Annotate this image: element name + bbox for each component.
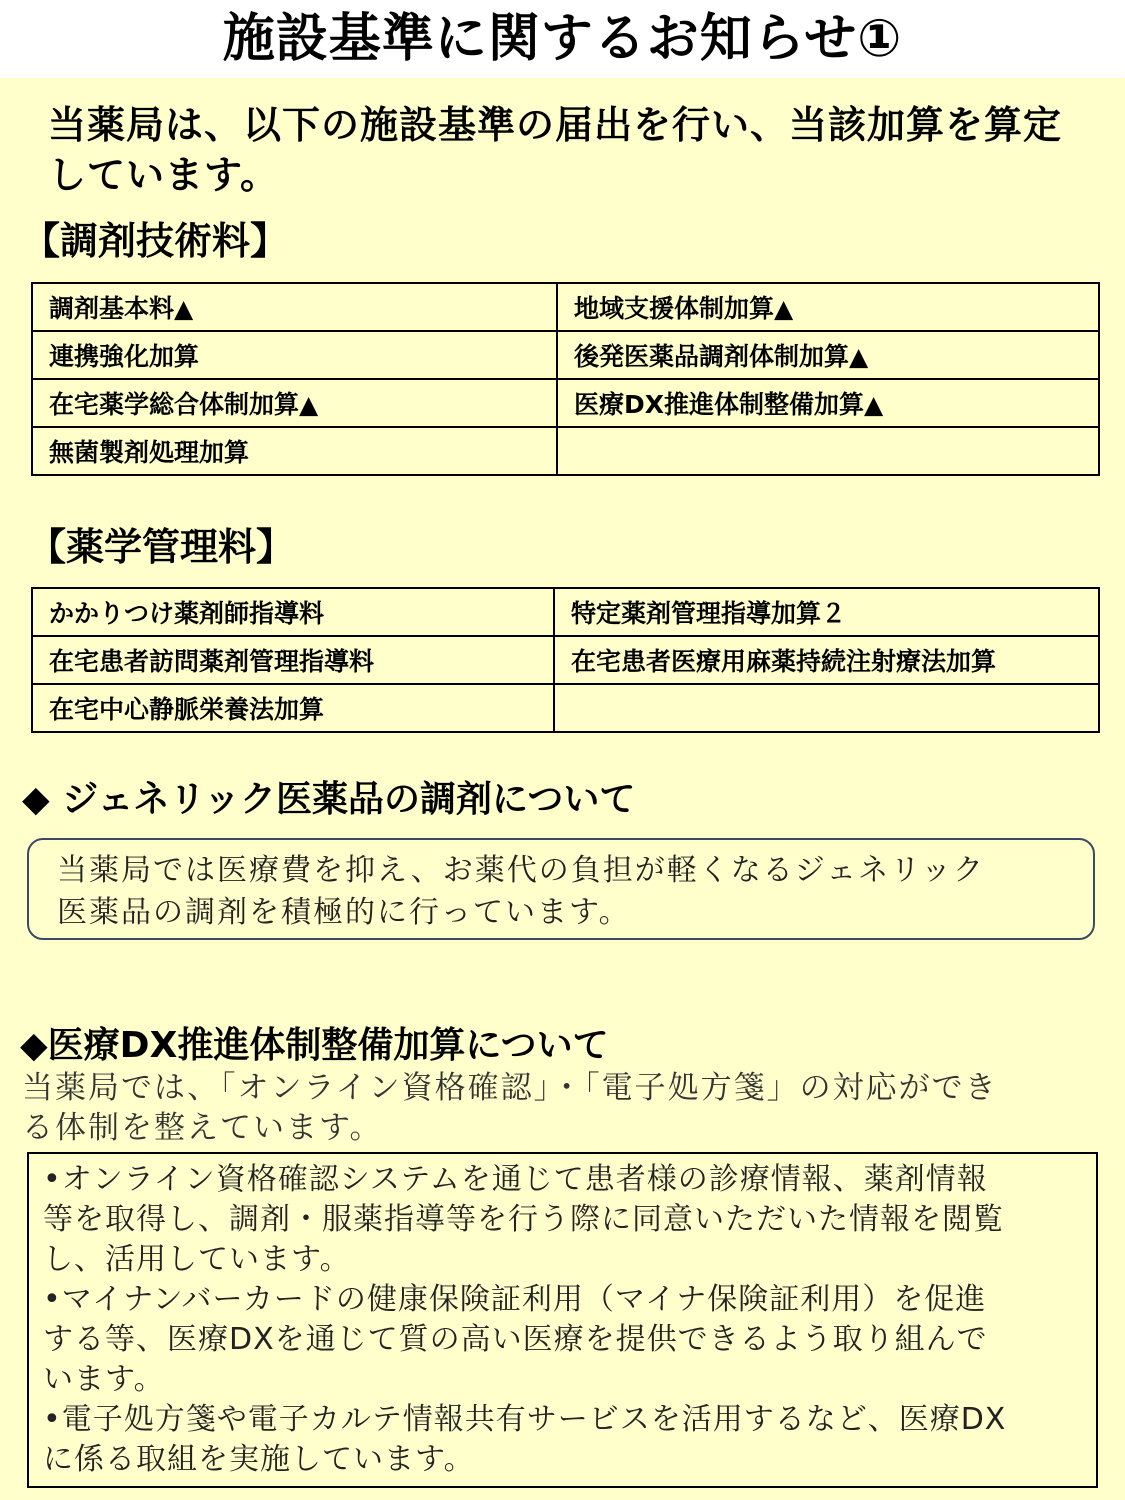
dx-bullet-line: し、活用しています。 (43, 1242, 351, 1277)
dx-bullet-line: •マイナンバーカードの健康保険証利用（マイナ保険証利用）を促進 (43, 1282, 987, 1317)
generic-line: 医薬品の調剤を積極的に行っています。 (57, 895, 631, 930)
table-cell: 後発医薬品調剤体制加算▲ (557, 331, 1099, 379)
dx-intro-line: る体制を整えています。 (22, 1110, 383, 1146)
table-row (32, 283, 1099, 331)
table-cell (554, 684, 1099, 732)
intro-text: 当薬局は、以下の施設基準の届出を行い、当該加算を算定しています。 (48, 103, 1063, 197)
table-cell: かかりつけ薬剤師指導料 (32, 588, 554, 636)
dx-bullet (43, 1280, 1082, 1400)
dx-intro (22, 1068, 1102, 1148)
dispensing-heading: 【調剤技術料】 (22, 219, 289, 263)
dx-bullet-line: に係る取組を実施しています。 (43, 1442, 475, 1477)
table-cell: 連携強化加算 (32, 331, 557, 379)
table-cell (557, 427, 1099, 475)
table-cell: 在宅患者医療用麻薬持続注射療法加算 (554, 636, 1099, 684)
table-cell: 在宅患者訪問薬剤管理指導料 (32, 636, 554, 684)
dx-bullet-line: •オンライン資格確認システムを通じて患者様の診療情報、薬剤情報 (43, 1162, 988, 1197)
dispensing-table (31, 282, 1100, 476)
generic-note (27, 838, 1095, 940)
table-cell: 地域支援体制加算▲ (557, 283, 1099, 331)
dx-bullet-line: •電子処方箋や電子カルテ情報共有サービスを活用するなど、医療DX (43, 1402, 1007, 1437)
dx-bullet-line: います。 (43, 1362, 165, 1397)
dx-heading: ◆医療DX推進体制整備加算について (20, 1025, 609, 1066)
table-row (32, 427, 1099, 475)
dx-bullet-line: する等、医療DXを通じて質の高い医療を提供できるよう取り組んで (43, 1322, 988, 1357)
page-title: 施設基準に関するお知らせ① (0, 0, 1125, 78)
dx-intro-line: 当薬局では、「オンライン資格確認」・「電子処方箋」の対応ができ (22, 1070, 998, 1106)
dx-bullet (43, 1400, 1082, 1480)
management-table (31, 587, 1100, 733)
table-cell: 医療DX推進体制整備加算▲ (557, 379, 1099, 427)
dx-details-box (27, 1152, 1098, 1488)
dx-bullet-line: 等を取得し、調剤・服薬指導等を行う際に同意いただいた情報を閲覧 (43, 1202, 1004, 1237)
table-cell: 調剤基本料▲ (32, 283, 557, 331)
table-cell: 在宅薬学総合体制加算▲ (32, 379, 557, 427)
table-cell: 特定薬剤管理指導加算２ (554, 588, 1099, 636)
table-row (32, 379, 1099, 427)
table-row (32, 588, 1099, 636)
generic-line: 当薬局では医療費を抑え、お薬代の負担が軽くなるジェネリック (57, 853, 985, 888)
generic-heading: ◆ ジェネリック医薬品の調剤について (22, 779, 636, 820)
table-row (32, 331, 1099, 379)
management-heading: 【薬学管理料】 (28, 525, 295, 569)
table-cell: 無菌製剤処理加算 (32, 427, 557, 475)
table-cell: 在宅中心静脈栄養法加算 (32, 684, 554, 732)
table-row (32, 636, 1099, 684)
dx-bullet (43, 1160, 1082, 1280)
table-row (32, 684, 1099, 732)
